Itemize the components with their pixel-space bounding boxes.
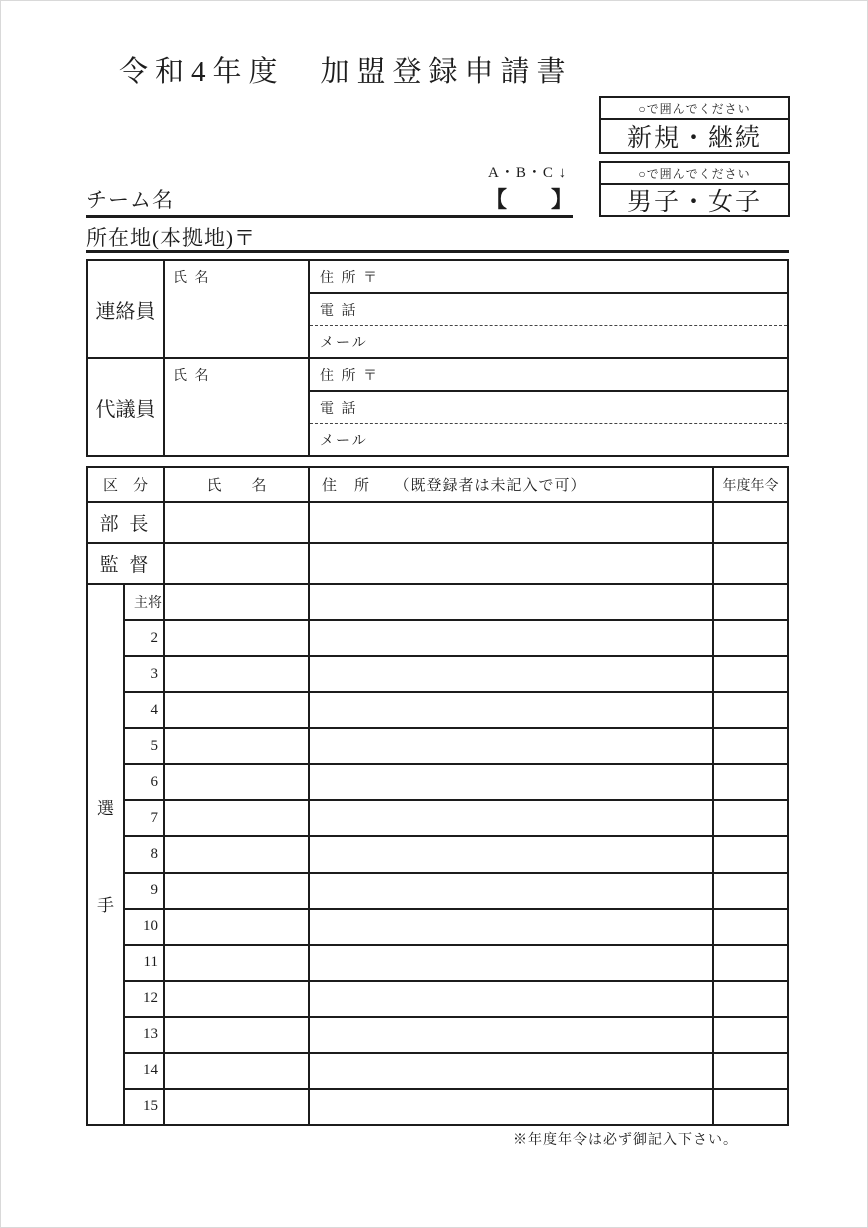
player-row-5 xyxy=(125,729,787,765)
coach-address-cell xyxy=(310,544,714,583)
player-number-label: 7 xyxy=(125,801,165,835)
player-number-label: 13 xyxy=(125,1018,165,1052)
player-address-cell xyxy=(310,1054,714,1088)
registration-instruction: ○で囲んでください xyxy=(601,98,788,120)
player-row-3 xyxy=(125,657,787,693)
player-name-cell xyxy=(165,801,310,835)
liaison-mail-label: メール xyxy=(320,335,368,351)
player-address-cell xyxy=(310,837,714,871)
player-age-cell xyxy=(714,729,787,763)
player-row-8 xyxy=(125,837,787,873)
header-name: 氏 名 xyxy=(165,468,310,501)
registration-options: 新規・継続 xyxy=(626,125,762,152)
player-number-label: 2 xyxy=(125,621,165,655)
coach-label: 監 督 xyxy=(88,544,165,583)
player-number-label: 11 xyxy=(125,946,165,980)
player-number-label: 6 xyxy=(125,765,165,799)
player-name-cell xyxy=(165,1018,310,1052)
roster-table xyxy=(86,466,789,1126)
player-address-cell xyxy=(310,1090,714,1124)
player-age-cell xyxy=(714,1090,787,1124)
player-name-cell xyxy=(165,729,310,763)
player-number-label: 12 xyxy=(125,982,165,1016)
header-category: 区 分 xyxy=(88,468,165,501)
delegate-mail-label: メール xyxy=(320,433,368,449)
player-group-char-2: 手 xyxy=(97,895,114,915)
liaison-name-label: 氏 名 xyxy=(173,271,211,286)
delegate-role-label: 代議員 xyxy=(88,359,165,455)
player-age-cell xyxy=(714,1018,787,1052)
player-address-cell xyxy=(310,693,714,727)
player-address-cell xyxy=(310,585,714,619)
player-name-cell xyxy=(165,1090,310,1124)
player-age-cell xyxy=(714,765,787,799)
player-number-label: 8 xyxy=(125,837,165,871)
player-section xyxy=(88,585,787,1124)
player-number-label: 9 xyxy=(125,874,165,908)
gender-instruction: ○で囲んでください xyxy=(601,163,788,185)
player-row-10 xyxy=(125,910,787,946)
player-address-cell xyxy=(310,801,714,835)
manager-label: 部 長 xyxy=(88,503,165,542)
player-age-cell xyxy=(714,910,787,944)
team-name-label: チーム名 xyxy=(86,188,174,212)
manager-address-cell xyxy=(310,503,714,542)
liaison-name-cell xyxy=(165,261,310,357)
player-name-cell xyxy=(165,585,310,619)
player-row-13 xyxy=(125,1018,787,1054)
player-number-label: 主将 xyxy=(125,585,165,619)
staff-row-coach xyxy=(88,544,787,585)
player-row-2 xyxy=(125,621,787,657)
coach-age-cell xyxy=(714,544,787,583)
player-address-cell xyxy=(310,765,714,799)
player-address-cell xyxy=(310,874,714,908)
delegate-mail-cell xyxy=(310,424,787,455)
liaison-details xyxy=(310,261,787,357)
player-address-cell xyxy=(310,657,714,691)
coach-name-cell xyxy=(165,544,310,583)
player-row-captain xyxy=(125,585,787,621)
staff-row-manager xyxy=(88,503,787,544)
page-title: 令和4年度 加盟登録申請書 xyxy=(119,56,573,88)
registration-type-box xyxy=(599,96,790,154)
gender-box xyxy=(599,161,790,217)
delegate-address-label: 住 所 〒 xyxy=(320,368,379,384)
liaison-address-cell xyxy=(310,261,787,294)
player-address-cell xyxy=(310,1018,714,1052)
player-age-cell xyxy=(714,657,787,691)
contact-row-liaison xyxy=(88,261,787,359)
header-age: 年度年令 xyxy=(722,478,779,494)
gender-options: 男子・女子 xyxy=(626,189,762,216)
delegate-address-cell xyxy=(310,359,787,392)
player-name-cell xyxy=(165,621,310,655)
delegate-phone-cell xyxy=(310,392,787,424)
location-field xyxy=(86,222,789,253)
player-name-cell xyxy=(165,693,310,727)
player-name-cell xyxy=(165,910,310,944)
delegate-details xyxy=(310,359,787,455)
player-row-9 xyxy=(125,874,787,910)
player-age-cell xyxy=(714,621,787,655)
player-group-char-1: 選 xyxy=(97,798,114,818)
player-row-11 xyxy=(125,946,787,982)
player-age-cell xyxy=(714,801,787,835)
player-address-cell xyxy=(310,910,714,944)
liaison-phone-cell xyxy=(310,294,787,326)
player-number-label: 10 xyxy=(125,910,165,944)
player-row-4 xyxy=(125,693,787,729)
player-address-cell xyxy=(310,729,714,763)
player-age-cell xyxy=(714,585,787,619)
delegate-name-label: 氏 名 xyxy=(173,369,211,384)
player-rows xyxy=(125,585,787,1124)
manager-name-cell xyxy=(165,503,310,542)
player-row-6 xyxy=(125,765,787,801)
location-label: 所在地(本拠地)〒 xyxy=(86,226,256,250)
player-name-cell xyxy=(165,837,310,871)
player-number-label: 5 xyxy=(125,729,165,763)
player-row-15 xyxy=(125,1090,787,1124)
footnote: ※年度年令は必ず御記入下さい。 xyxy=(513,1133,738,1148)
player-row-7 xyxy=(125,801,787,837)
player-name-cell xyxy=(165,657,310,691)
player-age-cell xyxy=(714,946,787,980)
header-address: 住 所 （既登録者は未記入で可） xyxy=(310,468,714,501)
player-address-cell xyxy=(310,982,714,1016)
delegate-name-cell xyxy=(165,359,310,455)
player-age-cell xyxy=(714,837,787,871)
player-number-label: 3 xyxy=(125,657,165,691)
contact-table xyxy=(86,259,789,457)
player-number-label: 14 xyxy=(125,1054,165,1088)
team-name-row xyxy=(86,185,573,218)
player-number-label: 15 xyxy=(125,1090,165,1124)
player-name-cell xyxy=(165,874,310,908)
player-number-label: 4 xyxy=(125,693,165,727)
player-group-label xyxy=(88,585,125,1124)
class-abc-label: A・B・C ↓ xyxy=(488,165,568,181)
contact-row-delegate xyxy=(88,359,787,455)
player-name-cell xyxy=(165,765,310,799)
roster-header-row xyxy=(88,468,787,503)
player-name-cell xyxy=(165,946,310,980)
player-row-14 xyxy=(125,1054,787,1090)
player-age-cell xyxy=(714,874,787,908)
player-age-cell xyxy=(714,982,787,1016)
player-address-cell xyxy=(310,621,714,655)
liaison-phone-label: 電 話 xyxy=(320,303,358,319)
player-age-cell xyxy=(714,693,787,727)
delegate-phone-label: 電 話 xyxy=(320,401,358,417)
manager-age-cell xyxy=(714,503,787,542)
player-address-cell xyxy=(310,946,714,980)
player-age-cell xyxy=(714,1054,787,1088)
liaison-address-label: 住 所 〒 xyxy=(320,270,379,286)
liaison-role-label: 連絡員 xyxy=(88,261,165,357)
liaison-mail-cell xyxy=(310,326,787,357)
player-name-cell xyxy=(165,1054,310,1088)
class-brackets-field: 【 】 xyxy=(484,187,573,212)
player-name-cell xyxy=(165,982,310,1016)
player-row-12 xyxy=(125,982,787,1018)
